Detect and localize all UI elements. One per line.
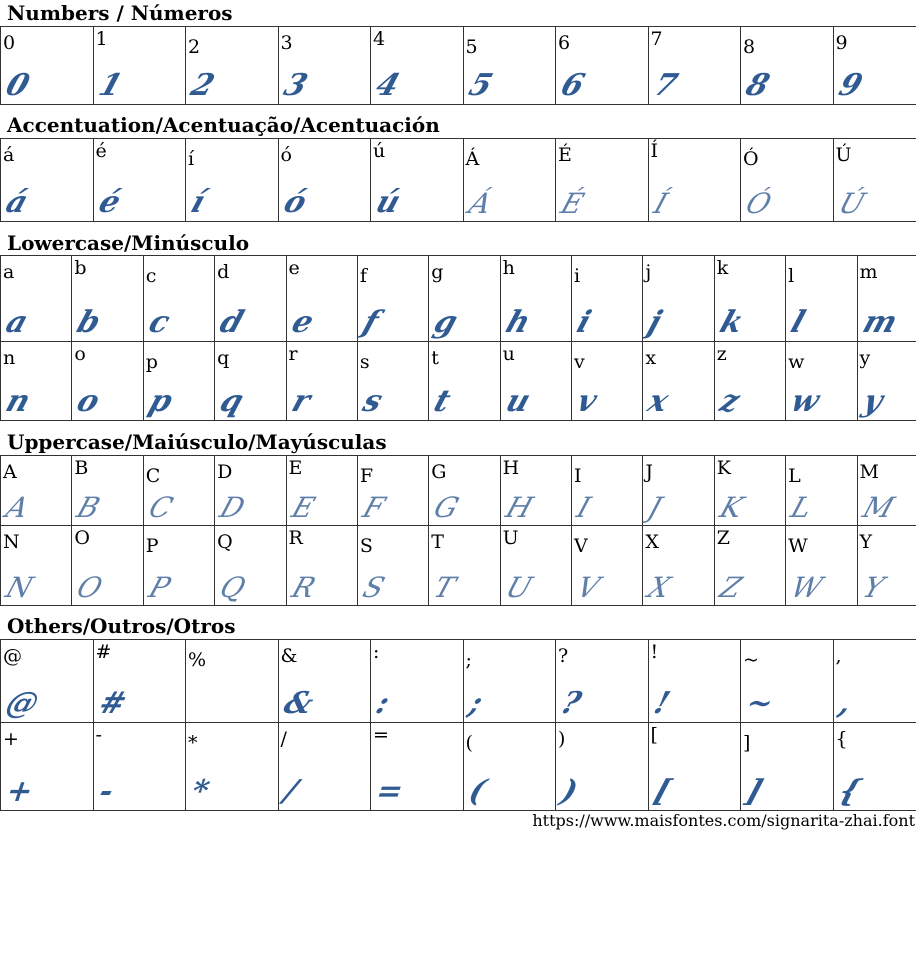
glyph-label: p xyxy=(145,351,158,373)
glyph-sample: q xyxy=(215,384,248,419)
glyph-sample: { xyxy=(833,774,865,809)
glyph-cell xyxy=(833,723,916,811)
glyph-label: b xyxy=(74,257,87,279)
glyph-sample: N xyxy=(1,571,38,604)
glyph-cell xyxy=(186,723,279,811)
glyph-sample: ) xyxy=(556,774,583,809)
glyph-sample: v xyxy=(572,384,602,419)
glyph-cell xyxy=(833,139,916,222)
glyph-label: N xyxy=(3,531,20,553)
glyph-label: u xyxy=(502,343,515,365)
glyph-label: + xyxy=(3,728,19,750)
glyph-label: A xyxy=(3,461,17,483)
glyph-label: o xyxy=(74,343,86,365)
glyph-sample: D xyxy=(215,491,250,524)
glyph-label: / xyxy=(280,728,287,750)
glyph-cell xyxy=(278,139,371,222)
glyph-sample: 1 xyxy=(93,68,127,103)
glyph-label: , xyxy=(835,645,842,667)
glyph-label: * xyxy=(188,732,198,754)
glyph-sample: H xyxy=(501,491,537,524)
glyph-sample: C xyxy=(144,491,177,524)
glyph-cell xyxy=(215,526,286,606)
glyph-cell xyxy=(357,526,428,606)
glyph-sample: ú xyxy=(371,185,405,220)
glyph-cell xyxy=(643,342,714,421)
glyph-sample: É xyxy=(556,187,588,220)
glyph-sample: ? xyxy=(556,686,586,721)
glyph-cell xyxy=(648,139,741,222)
glyph-cell xyxy=(143,342,214,421)
glyph-label: 0 xyxy=(3,32,16,54)
section-title-lowercase: Lowercase/Minúsculo xyxy=(7,231,250,255)
glyph-cell xyxy=(72,526,143,606)
glyph-label: 8 xyxy=(743,36,756,58)
glyph-sample: á xyxy=(1,185,33,220)
glyph-label: W xyxy=(788,535,808,557)
glyph-cell xyxy=(786,256,857,342)
glyph-label: # xyxy=(95,641,112,663)
glyph-sample: n xyxy=(1,384,35,419)
footer-url[interactable]: https://www.maisfontes.com/signarita-zhai.font xyxy=(532,811,915,830)
glyph-label: 6 xyxy=(558,32,571,54)
glyph-cell xyxy=(93,640,186,723)
glyph-label: n xyxy=(3,347,16,369)
section-title-others: Others/Outros/Otros xyxy=(7,614,236,638)
glyph-sample: b xyxy=(72,305,106,340)
glyph-label: U xyxy=(502,527,519,549)
glyph-sample: Ó xyxy=(741,187,776,220)
glyph-label: Q xyxy=(217,531,233,553)
glyph-label: l xyxy=(788,265,795,287)
glyph-sample: Q xyxy=(215,571,250,604)
glyph-cell xyxy=(556,640,649,723)
uppercase-row xyxy=(1,526,916,606)
glyph-cell xyxy=(786,526,857,606)
glyph-label: f xyxy=(359,265,367,287)
glyph-label: 9 xyxy=(835,32,848,54)
glyph-label: g xyxy=(431,261,444,283)
glyph-cell xyxy=(643,526,714,606)
glyph-cell xyxy=(463,640,556,723)
glyph-label: ú xyxy=(373,140,386,162)
glyph-label: c xyxy=(145,265,157,287)
glyph-sample: z xyxy=(715,384,744,419)
glyph-label: ] xyxy=(743,732,751,754)
glyph-label: R xyxy=(288,527,303,549)
glyph-sample: : xyxy=(371,686,394,721)
glyph-label: 5 xyxy=(465,36,478,58)
glyph-cell xyxy=(572,456,643,526)
glyph-label: P xyxy=(145,535,159,557)
glyph-sample: j xyxy=(643,305,667,340)
glyph-sample: o xyxy=(72,384,105,419)
glyph-label: á xyxy=(3,144,15,166)
glyph-sample: / xyxy=(278,774,302,809)
glyph-cell xyxy=(1,723,94,811)
glyph-label: z xyxy=(716,343,727,365)
glyph-sample: M xyxy=(858,491,898,524)
glyph-label: T xyxy=(431,531,444,553)
glyph-cell xyxy=(741,723,834,811)
glyph-sample: s xyxy=(358,384,387,419)
glyph-label: v xyxy=(574,351,585,373)
glyph-sample: G xyxy=(430,491,464,524)
glyph-label: Á xyxy=(465,148,480,170)
glyph-label: ~ xyxy=(743,649,759,671)
glyph-label: Y xyxy=(859,531,873,553)
glyph-sample: W xyxy=(786,571,827,604)
glyph-sample: V xyxy=(572,571,604,604)
glyph-sample: F xyxy=(358,491,389,524)
glyph-sample: Ú xyxy=(834,187,869,220)
glyph-label: s xyxy=(359,351,370,373)
glyph-label: É xyxy=(558,144,572,166)
glyph-cell xyxy=(1,139,94,222)
numbers-row xyxy=(1,27,916,105)
glyph-cell xyxy=(714,256,785,342)
glyph-sample: i xyxy=(572,305,596,340)
glyph-cell xyxy=(833,640,916,723)
glyph-label: i xyxy=(574,265,581,287)
glyph-label: d xyxy=(217,261,230,283)
glyph-sample: [ xyxy=(648,774,675,809)
glyph-sample: A xyxy=(1,491,33,524)
glyph-sample: f xyxy=(358,305,383,340)
accents-grid xyxy=(0,138,916,222)
glyph-cell xyxy=(1,27,94,105)
glyph-sample: e xyxy=(286,305,318,340)
glyph-sample: í xyxy=(186,185,210,220)
glyph-sample: + xyxy=(1,774,38,809)
glyph-cell xyxy=(72,256,143,342)
glyph-sample: d xyxy=(215,305,248,340)
glyph-label: O xyxy=(74,527,90,549)
glyph-label: k xyxy=(716,257,729,279)
glyph-sample: P xyxy=(144,571,175,604)
glyph-cell xyxy=(786,342,857,421)
glyph-label: 3 xyxy=(280,32,293,54)
glyph-cell xyxy=(72,342,143,421)
glyph-label: [ xyxy=(650,724,658,746)
glyph-label: K xyxy=(716,457,731,479)
glyph-cell xyxy=(371,27,464,105)
glyph-cell xyxy=(286,342,357,421)
glyph-cell xyxy=(648,640,741,723)
glyph-cell xyxy=(143,256,214,342)
glyph-cell xyxy=(500,526,571,606)
glyph-cell xyxy=(500,456,571,526)
glyph-sample: ~ xyxy=(741,686,778,721)
glyph-sample: y xyxy=(857,384,887,419)
glyph-sample: 0 xyxy=(1,68,34,103)
glyph-label: F xyxy=(359,465,374,487)
glyph-sample: L xyxy=(786,491,817,524)
glyph-sample: 7 xyxy=(648,68,682,103)
glyph-label: y xyxy=(859,347,871,369)
glyph-sample: Á xyxy=(464,187,496,220)
glyph-sample: S xyxy=(358,571,389,604)
glyph-label: - xyxy=(95,724,102,746)
glyph-cell xyxy=(429,342,500,421)
glyph-cell xyxy=(1,342,72,421)
glyph-label: ( xyxy=(465,732,473,754)
glyph-sample: é xyxy=(93,185,125,220)
lowercase-row xyxy=(1,342,916,421)
glyph-label: 7 xyxy=(650,28,663,50)
glyph-cell xyxy=(186,640,279,723)
glyph-sample: g xyxy=(429,305,463,340)
glyph-sample: I xyxy=(572,491,595,524)
glyph-cell xyxy=(93,139,186,222)
glyph-label: ! xyxy=(650,641,659,663)
glyph-label: Z xyxy=(716,527,730,549)
section-title-accents: Accentuation/Acentuação/Acentuación xyxy=(7,113,440,137)
glyph-sample: * xyxy=(186,774,214,809)
glyph-sample: 4 xyxy=(371,68,404,103)
glyph-cell xyxy=(143,456,214,526)
lowercase-grid xyxy=(0,255,916,421)
glyph-label: I xyxy=(574,465,582,487)
glyph-cell xyxy=(572,256,643,342)
glyph-cell xyxy=(714,342,785,421)
glyph-cell xyxy=(648,723,741,811)
glyph-sample: - xyxy=(93,774,118,809)
uppercase-grid xyxy=(0,455,916,606)
glyph-label: M xyxy=(859,461,879,483)
glyph-label: j xyxy=(645,261,652,283)
glyph-cell xyxy=(741,640,834,723)
others-row xyxy=(1,723,916,811)
glyph-sample: l xyxy=(786,305,810,340)
glyph-label: Í xyxy=(650,140,659,162)
glyph-cell xyxy=(143,526,214,606)
glyph-cell xyxy=(278,27,371,105)
glyph-cell xyxy=(72,456,143,526)
glyph-cell xyxy=(463,139,556,222)
glyph-label: Ó xyxy=(743,148,759,170)
glyph-cell xyxy=(1,456,72,526)
glyph-sample: B xyxy=(73,491,105,524)
glyph-cell xyxy=(463,723,556,811)
glyph-cell xyxy=(278,723,371,811)
glyph-cell xyxy=(1,526,72,606)
glyph-sample: 9 xyxy=(833,68,867,103)
glyph-sample: c xyxy=(144,305,174,340)
glyph-cell xyxy=(93,27,186,105)
glyph-label: t xyxy=(431,347,439,369)
glyph-sample: 3 xyxy=(278,68,312,103)
others-grid xyxy=(0,639,916,811)
glyph-label: % xyxy=(188,649,207,671)
glyph-sample: ] xyxy=(741,774,768,809)
glyph-sample: X xyxy=(644,571,675,604)
glyph-sample: 2 xyxy=(186,68,219,103)
glyph-cell xyxy=(1,256,72,342)
glyph-label: J xyxy=(645,461,653,483)
glyph-sample: T xyxy=(430,571,460,604)
glyph-sample: w xyxy=(786,384,824,419)
glyph-cell xyxy=(643,256,714,342)
glyph-label: { xyxy=(835,728,848,750)
glyph-label: S xyxy=(359,535,373,557)
glyph-label: í xyxy=(188,148,195,170)
glyph-label: L xyxy=(788,465,801,487)
glyph-sample: O xyxy=(73,571,107,604)
glyph-label: ó xyxy=(280,144,292,166)
glyph-label: G xyxy=(431,461,447,483)
glyph-cell xyxy=(556,27,649,105)
glyph-cell xyxy=(93,723,186,811)
glyph-cell xyxy=(857,256,916,342)
glyph-cell xyxy=(833,27,916,105)
glyph-cell xyxy=(556,139,649,222)
glyph-cell xyxy=(857,456,916,526)
section-title-uppercase: Uppercase/Maiúsculo/Mayúsculas xyxy=(7,430,387,454)
glyph-cell xyxy=(371,723,464,811)
glyph-label: : xyxy=(373,641,380,663)
glyph-label: 1 xyxy=(95,28,108,50)
glyph-cell xyxy=(357,256,428,342)
glyph-sample: K xyxy=(715,491,748,524)
glyph-label: H xyxy=(502,457,520,479)
glyph-sample: 8 xyxy=(741,68,774,103)
glyph-sample: Í xyxy=(649,187,672,220)
glyph-label: & xyxy=(280,645,298,667)
glyph-sample: @ xyxy=(1,686,43,721)
glyph-cell xyxy=(429,526,500,606)
glyph-sample: ; xyxy=(463,686,487,721)
glyph-cell xyxy=(714,526,785,606)
glyph-cell xyxy=(648,27,741,105)
glyph-cell xyxy=(741,27,834,105)
glyph-sample: E xyxy=(287,491,319,524)
glyph-cell xyxy=(500,256,571,342)
glyph-label: ) xyxy=(558,728,566,750)
glyph-sample: p xyxy=(144,384,177,419)
glyph-sample: R xyxy=(287,571,320,604)
glyph-cell xyxy=(572,342,643,421)
glyph-cell xyxy=(556,723,649,811)
section-title-numbers: Numbers / Números xyxy=(7,1,233,25)
glyph-sample: ó xyxy=(278,185,311,220)
glyph-cell xyxy=(357,342,428,421)
glyph-label: X xyxy=(645,531,659,553)
glyph-sample: x xyxy=(643,384,674,419)
glyph-cell xyxy=(786,456,857,526)
glyph-sample: 6 xyxy=(556,68,589,103)
glyph-label: ? xyxy=(558,645,569,667)
glyph-cell xyxy=(429,456,500,526)
glyph-sample: k xyxy=(715,305,748,340)
glyph-cell xyxy=(215,342,286,421)
glyph-sample: h xyxy=(501,305,535,340)
glyph-cell xyxy=(371,640,464,723)
glyph-sample: u xyxy=(501,384,535,419)
glyph-sample: , xyxy=(833,686,856,721)
glyph-cell xyxy=(286,456,357,526)
glyph-label: w xyxy=(788,351,805,373)
glyph-cell xyxy=(215,456,286,526)
glyph-sample: r xyxy=(286,384,315,419)
glyph-cell xyxy=(572,526,643,606)
glyph-label: x xyxy=(645,347,657,369)
glyph-sample: Y xyxy=(858,571,888,604)
glyph-cell xyxy=(741,139,834,222)
glyph-label: r xyxy=(288,343,298,365)
glyph-cell xyxy=(857,526,916,606)
glyph-sample: a xyxy=(1,305,33,340)
glyph-sample: # xyxy=(93,686,131,721)
glyph-sample: U xyxy=(501,571,536,604)
glyph-sample: ! xyxy=(648,686,674,721)
glyph-cell xyxy=(500,342,571,421)
glyph-label: m xyxy=(859,261,878,283)
glyph-sample: t xyxy=(429,384,455,419)
glyph-label: B xyxy=(74,457,89,479)
glyph-label: e xyxy=(288,257,300,279)
glyph-label: é xyxy=(95,140,107,162)
glyph-cell xyxy=(357,456,428,526)
glyph-label: 4 xyxy=(373,28,386,50)
glyph-label: Ú xyxy=(835,144,852,166)
glyph-cell xyxy=(286,526,357,606)
glyph-cell xyxy=(463,27,556,105)
glyph-cell xyxy=(186,27,279,105)
glyph-cell xyxy=(429,256,500,342)
glyph-cell xyxy=(643,456,714,526)
glyph-cell xyxy=(186,139,279,222)
glyph-label: q xyxy=(217,347,230,369)
glyph-cell xyxy=(1,640,94,723)
glyph-cell xyxy=(278,640,371,723)
others-row xyxy=(1,640,916,723)
glyph-label: h xyxy=(502,257,515,279)
glyph-sample: m xyxy=(857,305,902,340)
glyph-label: = xyxy=(373,724,389,746)
glyph-cell xyxy=(286,256,357,342)
glyph-cell xyxy=(857,342,916,421)
glyph-cell xyxy=(371,139,464,222)
glyph-sample: & xyxy=(278,686,318,721)
glyph-sample: Z xyxy=(715,571,746,604)
lowercase-row xyxy=(1,256,916,342)
glyph-label: D xyxy=(217,461,233,483)
glyph-sample: 5 xyxy=(463,68,497,103)
glyph-label: C xyxy=(145,465,161,487)
glyph-cell xyxy=(215,256,286,342)
accents-row xyxy=(1,139,916,222)
glyph-label: E xyxy=(288,457,303,479)
uppercase-row xyxy=(1,456,916,526)
glyph-label: a xyxy=(3,261,15,283)
glyph-sample: J xyxy=(644,491,667,524)
glyph-label: @ xyxy=(3,645,22,667)
glyph-sample: ( xyxy=(463,774,490,809)
glyph-label: V xyxy=(574,535,588,557)
glyph-cell xyxy=(714,456,785,526)
glyph-label: ; xyxy=(465,649,472,671)
glyph-label: 2 xyxy=(188,36,201,58)
numbers-grid xyxy=(0,26,916,105)
glyph-sample: = xyxy=(371,774,408,809)
